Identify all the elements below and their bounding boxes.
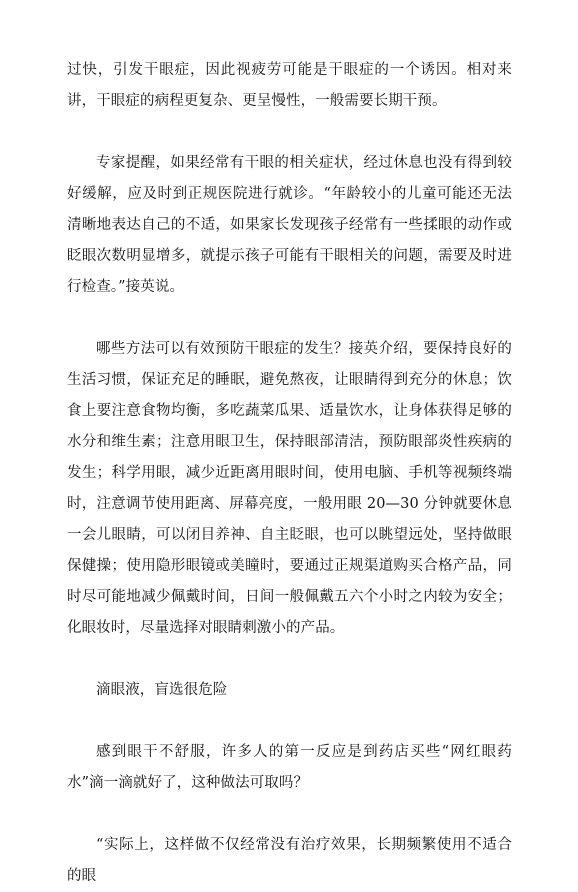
paragraph-prevention-methods: 哪些方法可以有效预防干眼症的发生？接英介绍，要保持良好的生活习惯，保证充足的睡眠，避免熬夜，让眼睛得到充分的休息；饮食上要注意食物均衡，多吃蔬菜瓜果、适量饮水，让身体获得足够的水分和维生素；注意用眼卫生，保持眼部清洁，预防眼部炎性疾病的发生；科学用眼，减少近距离用眼时间，使用电脑、手机等视频终端时，注意调节使用距离、屏幕亮度，一般用眼 20—30 分钟就要休息一会儿眼睛，可以闭目养神、自主眨眼，也可以眺望远处，坚持做眼保健操；使用隐形眼镜或美瞳时，要通过正规渠道购买合格产品，同时尽可能地减少佩戴时间，日间一般佩戴五六个小时之内较为安全；化眼妆时，尽量选择对眼睛刺激小的产品。 xyxy=(67,341,512,636)
paragraph-dry-eye-course: 过快，引发干眼症，因此视疲劳可能是干眼症的一个诱因。相对来讲，干眼症的病程更复杂、更呈慢性，一般需要长期干预。 xyxy=(67,62,512,109)
paragraph-eye-drops-answer: “实际上，这样做不仅经常没有治疗效果，长期频繁使用不适合的眼 xyxy=(67,837,512,884)
section-heading-eye-drops: 滴眼液，盲选很危险 xyxy=(96,682,228,698)
paragraph-expert-advice: 专家提醒，如果经常有干眼的相关症状，经过休息也没有得到较好缓解，应及时到正规医院进行就诊。“年龄较小的儿童可能还无法清晰地表达自己的不适，如果家长发现孩子经常有一些揉眼的动作或眨眼次数明显增多，就提示孩子可能有干眼相关的问题，需要及时进行检查。”接英说。 xyxy=(67,155,512,295)
paragraph-eye-drops-question: 感到眼干不舒服，许多人的第一反应是到药店买些“网红眼药水”滴一滴就好了，这种做法可取吗？ xyxy=(67,744,512,791)
